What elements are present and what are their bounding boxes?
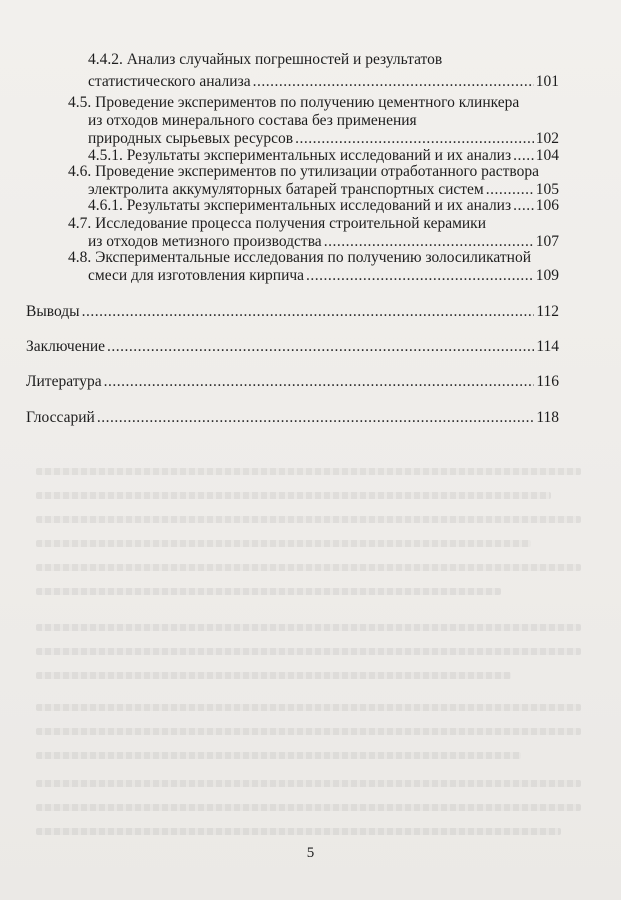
toc-entry-page: 114 — [536, 338, 559, 355]
toc-entry-title: смеси для изготовления кирпича — [88, 267, 305, 284]
show-through-line — [36, 780, 581, 787]
show-through-line — [36, 516, 581, 523]
toc-entry-title: электролита аккумуляторных батарей транспортных систем — [88, 181, 484, 198]
toc-entry-title: Выводы — [26, 303, 80, 320]
toc-entry-line — [68, 164, 539, 180]
show-through-line — [36, 828, 561, 835]
toc-entry-title: 4.6.1. Результаты экспериментальных исследований и их анализ — [88, 197, 512, 214]
toc-entry-title: 4.4.2. Анализ случайных погрешностей и результатов — [88, 51, 443, 68]
toc-entry-title: 4.5.1. Результаты экспериментальных исследований и их анализ — [88, 147, 512, 164]
toc-entry-page: 104 — [535, 147, 559, 164]
show-through-line — [36, 648, 581, 655]
show-through-line — [36, 728, 581, 735]
show-through-line — [36, 704, 581, 711]
toc-entry-line — [88, 182, 559, 198]
toc-entry-line — [88, 148, 559, 164]
toc-entry-title: из отходов метизного производства — [88, 233, 322, 250]
toc-entry-page: 105 — [535, 181, 559, 198]
toc-entry-line — [26, 410, 559, 426]
toc-entry-page: 118 — [536, 409, 559, 426]
dot-leader — [107, 339, 534, 355]
toc-entry-title: 4.5. Проведение экспериментов по получению цементного клинкера — [68, 94, 520, 111]
show-through-line — [36, 752, 521, 759]
toc-entry-line — [26, 339, 559, 355]
toc-entry-page: 106 — [535, 197, 559, 214]
dot-leader — [295, 131, 534, 147]
dot-leader — [486, 182, 534, 198]
show-through-line — [36, 804, 581, 811]
dot-leader — [97, 410, 534, 426]
toc-entry-title: статистического анализа — [88, 73, 251, 90]
toc-entry-line — [26, 304, 559, 320]
show-through-line — [36, 564, 581, 571]
toc-entry-title: 4.8. Экспериментальные исследования по получению золосиликатной — [68, 249, 532, 266]
toc-entry-line — [88, 74, 559, 90]
dot-leader — [253, 74, 534, 90]
dot-leader — [513, 148, 534, 164]
toc-entry-line — [88, 268, 559, 284]
show-through-line — [36, 540, 531, 547]
toc-entry-line — [68, 216, 486, 232]
toc-entry-page: 101 — [535, 73, 559, 90]
dot-leader — [104, 374, 535, 390]
dot-leader — [82, 304, 535, 320]
page-number: 5 — [306, 845, 315, 861]
show-through-line — [36, 672, 511, 679]
toc-entry-title: Литература — [26, 373, 102, 390]
show-through-line — [36, 588, 501, 595]
toc-entry-title: из отходов минерального состава без применения — [88, 112, 417, 129]
toc-entry-title: 4.7. Исследование процесса получения строительной керамики — [68, 215, 487, 232]
toc-entry-title: 4.6. Проведение экспериментов по утилизации отработанного раствора — [68, 163, 539, 180]
dot-leader — [324, 234, 534, 250]
toc-entry-line — [88, 234, 559, 250]
toc-entry-line — [68, 250, 531, 266]
toc-entry-page: 112 — [536, 303, 559, 320]
toc-entry-page: 109 — [535, 267, 559, 284]
toc-entry-line — [26, 374, 559, 390]
toc-entry-line — [88, 131, 559, 147]
dot-leader — [513, 198, 534, 214]
show-through-line — [36, 468, 581, 475]
toc-entry-line — [88, 198, 559, 214]
toc-entry-page: 107 — [535, 233, 559, 250]
toc-entry-line — [88, 113, 417, 129]
toc-entry-line — [68, 95, 519, 111]
toc-entry-line — [88, 52, 442, 68]
dot-leader — [306, 268, 534, 284]
toc-entry-page: 102 — [535, 130, 559, 147]
toc-entry-page: 116 — [536, 373, 559, 390]
toc-entry-title: природных сырьевых ресурсов — [88, 130, 294, 147]
show-through-line — [36, 492, 551, 499]
toc-entry-title: Глоссарий — [26, 409, 95, 426]
show-through-line — [36, 624, 581, 631]
toc-entry-title: Заключение — [26, 338, 106, 355]
